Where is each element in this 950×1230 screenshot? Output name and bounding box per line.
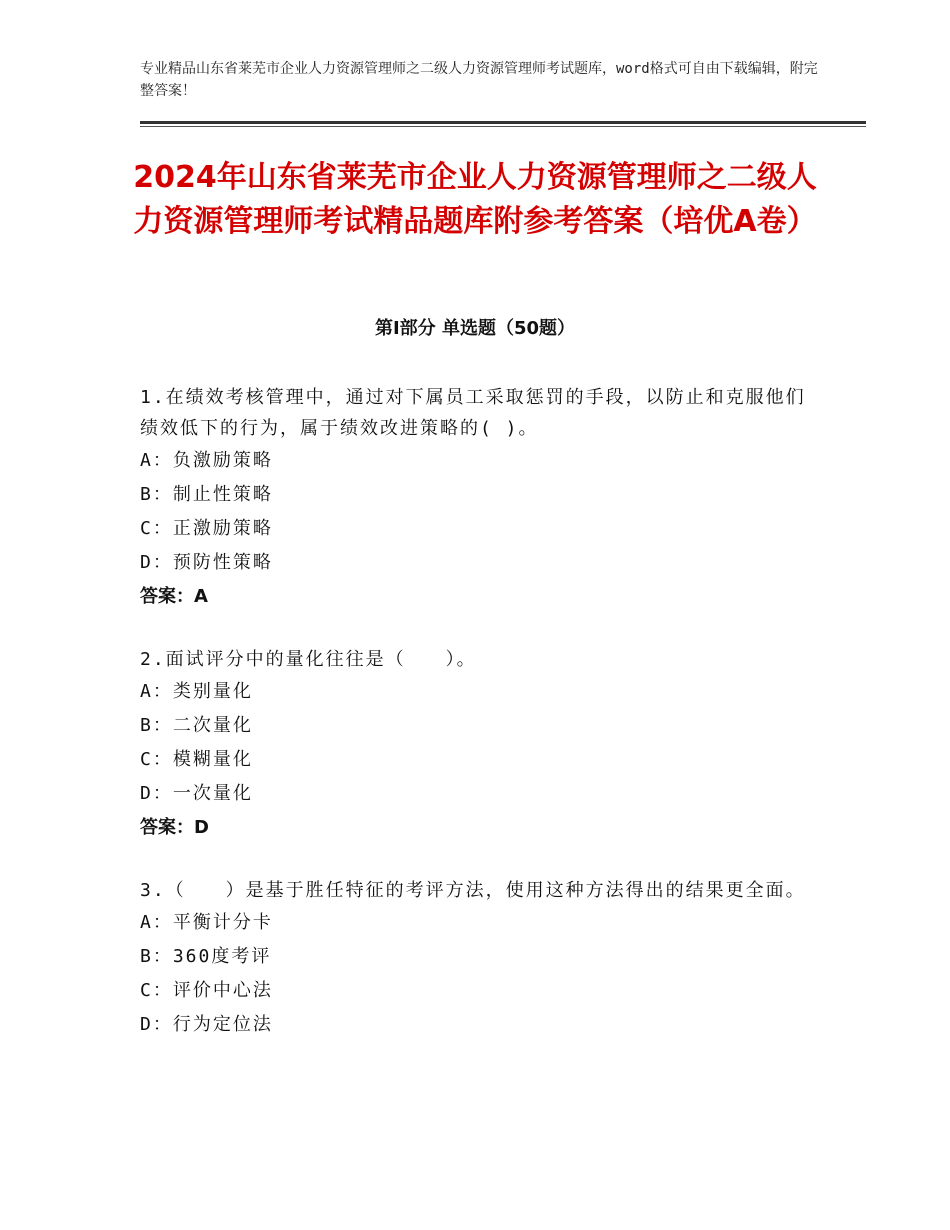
option-d: D：一次量化 — [140, 783, 253, 804]
option-a: A：负激励策略 — [140, 450, 273, 471]
question-1 — [140, 382, 810, 614]
option-c: C：模糊量化 — [140, 749, 253, 770]
option-c: C：评价中心法 — [140, 980, 273, 1001]
option-c: C：正激励策略 — [140, 518, 273, 539]
option-b: B：360度考评 — [140, 946, 272, 967]
option-d: D：行为定位法 — [140, 1014, 273, 1035]
question-stem: 3.（ ）是基于胜任特征的考评方法，使用这种方法得出的结果更全面。 — [140, 880, 806, 901]
header-divider-thin — [140, 126, 866, 127]
option-b: B：制止性策略 — [140, 484, 273, 505]
question-3 — [140, 875, 810, 1042]
option-d: D：预防性策略 — [140, 552, 273, 573]
header-note: 专业精品山东省莱芜市企业人力资源管理师之二级人力资源管理师考试题库，word格式可自由下载编辑，附完整答案！ — [140, 61, 818, 99]
question-stem: 1.在绩效考核管理中，通过对下属员工采取惩罚的手段，以防止和克服他们绩效低下的行为，属于绩效改进策略的( )。 — [140, 387, 806, 439]
answer: 答案：A — [140, 586, 208, 607]
option-b: B：二次量化 — [140, 715, 253, 736]
question-list — [140, 382, 810, 1072]
header-divider-thick — [140, 121, 866, 124]
question-stem: 2.面试评分中的量化往往是（ ）。 — [140, 649, 477, 670]
document-title: 2024年山东省莱芜市企业人力资源管理师之二级人力资源管理师考试精品题库附参考答案（培优A卷） — [133, 160, 817, 239]
option-a: A：类别量化 — [140, 681, 253, 702]
option-a: A：平衡计分卡 — [140, 912, 273, 933]
question-2 — [140, 644, 810, 845]
answer: 答案：D — [140, 817, 209, 838]
section-heading: 第Ⅰ部分 单选题（50题） — [374, 318, 575, 339]
